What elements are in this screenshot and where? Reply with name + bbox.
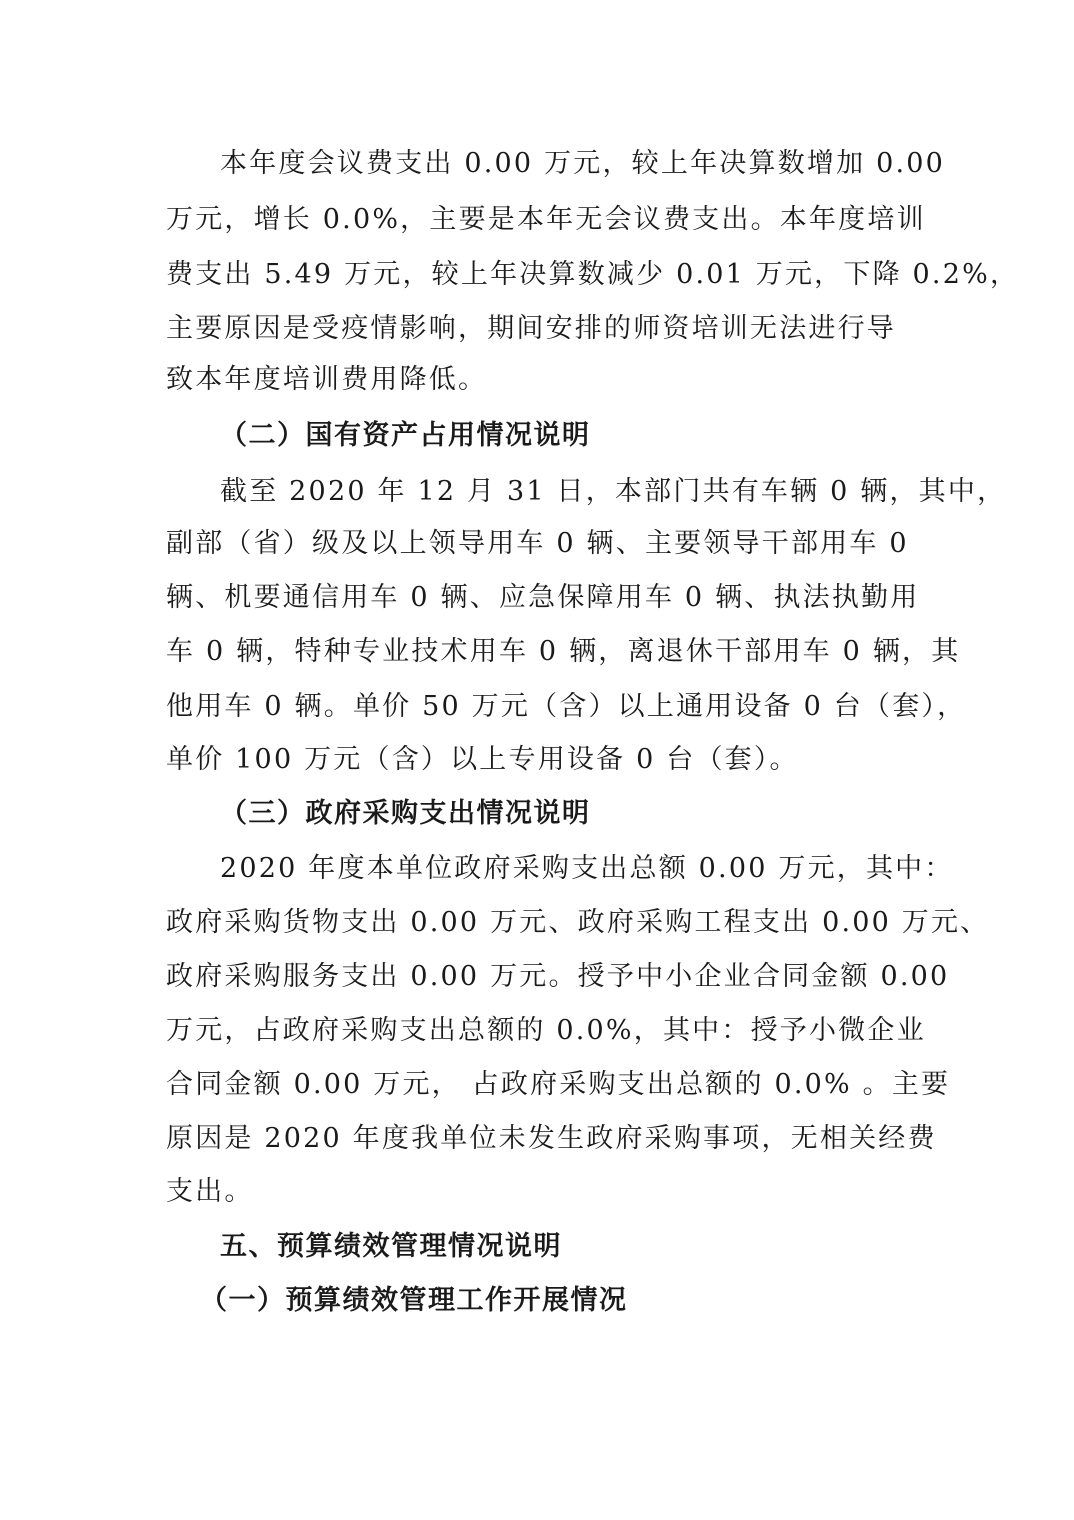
paragraph-line: 副部（省）级及以上领导用车 0 辆、主要领导干部用车 0 xyxy=(166,528,909,559)
section-heading-procurement: （三）政府采购支出情况说明 xyxy=(220,798,591,829)
paragraph-line: 政府采购货物支出 0.00 万元、政府采购工程支出 0.00 万元、 xyxy=(166,907,990,938)
paragraph-line: 车 0 辆，特种专业技术用车 0 辆，离退休干部用车 0 辆，其 xyxy=(166,636,961,667)
paragraph-line: 政府采购服务支出 0.00 万元。授予中小企业合同金额 0.00 xyxy=(166,961,950,992)
paragraph-line: 万元，占政府采购支出总额的 0.0%，其中：授予小微企业 xyxy=(166,1015,926,1046)
paragraph-line: 支出。 xyxy=(166,1176,254,1207)
paragraph-line: 合同金额 0.00 万元， 占政府采购支出总额的 0.0% 。主要 xyxy=(166,1069,951,1100)
paragraph-line: 原因是 2020 年度我单位未发生政府采购事项，无相关经费 xyxy=(166,1123,937,1154)
section-heading-budget-performance: 五、预算绩效管理情况说明 xyxy=(220,1231,562,1262)
paragraph-line: 本年度会议费支出 0.00 万元，较上年决算数增加 0.00 xyxy=(220,148,945,179)
section-heading-assets: （二）国有资产占用情况说明 xyxy=(220,420,591,451)
paragraph-line: 辆、机要通信用车 0 辆、应急保障用车 0 辆、执法执勤用 xyxy=(166,582,920,613)
paragraph-line: 单价 100 万元（含）以上专用设备 0 台（套）。 xyxy=(166,744,799,775)
section-heading-performance-work: （一）预算绩效管理工作开展情况 xyxy=(200,1285,628,1316)
paragraph-line: 致本年度培训费用降低。 xyxy=(166,364,488,395)
paragraph-line: 截至 2020 年 12 月 31 日，本部门共有车辆 0 辆，其中， xyxy=(220,476,1007,507)
paragraph-line: 他用车 0 辆。单价 50 万元（含）以上通用设备 0 台（套）， xyxy=(166,691,967,722)
paragraph-line: 万元，增长 0.0%，主要是本年无会议费支出。本年度培训 xyxy=(166,204,926,235)
paragraph-line: 2020 年度本单位政府采购支出总额 0.00 万元，其中： xyxy=(220,853,954,884)
paragraph-line: 费支出 5.49 万元，较上年决算数减少 0.01 万元，下降 0.2%， xyxy=(166,259,1020,290)
paragraph-line: 主要原因是受疫情影响，期间安排的师资培训无法进行导 xyxy=(166,313,896,344)
